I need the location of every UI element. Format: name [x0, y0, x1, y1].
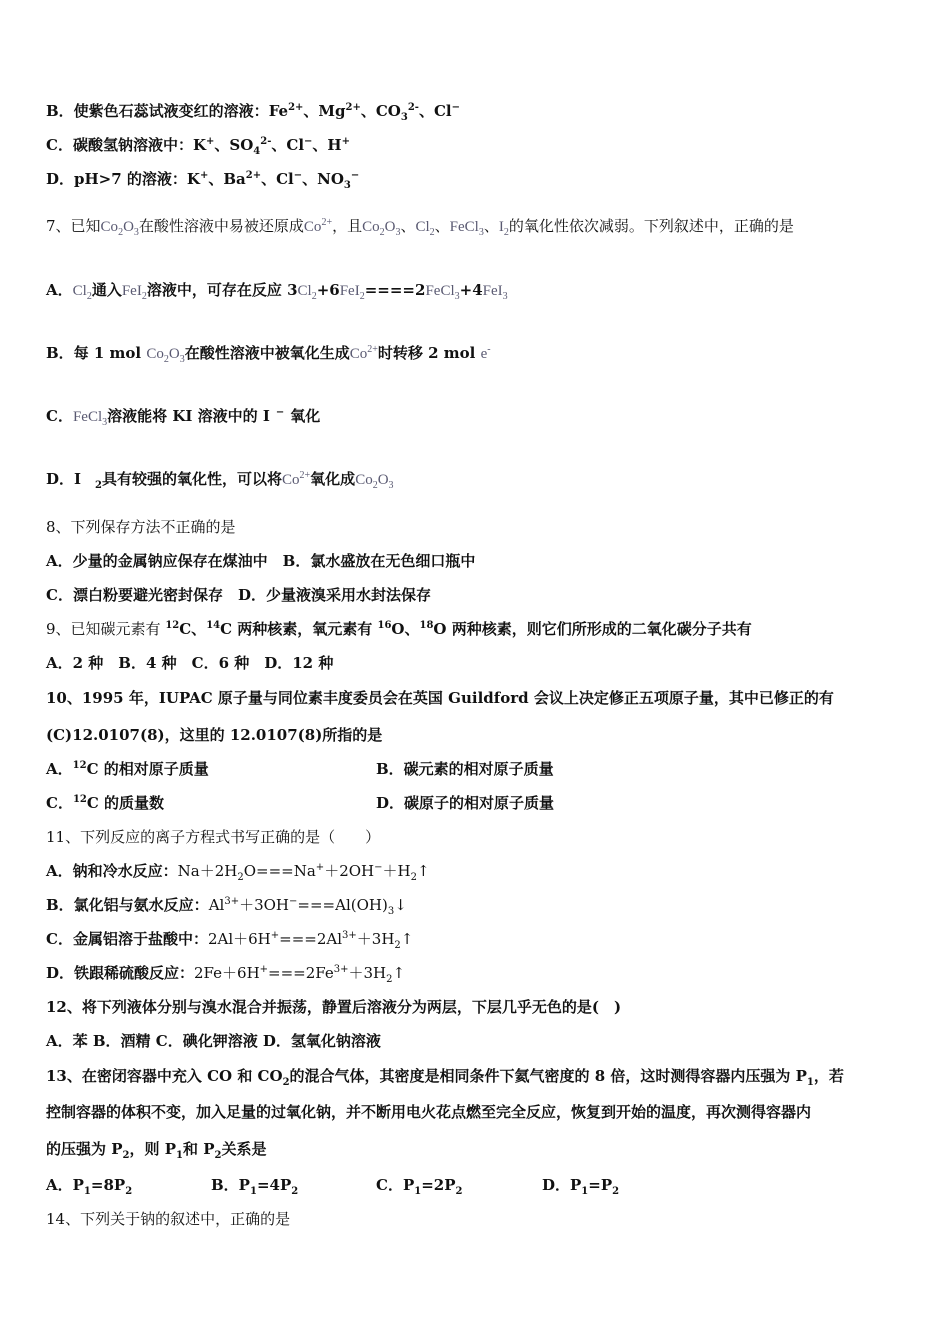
q13-option-c: C．$P_1=2P_2$ [376, 1176, 463, 1197]
q10-option-b: B．碳元素的相对原子质量 [376, 760, 554, 778]
q10-option-d: D．碳原子的相对原子质量 [376, 794, 555, 812]
formula-cl2: $Cl_2$ [415, 219, 435, 238]
q7-stem: 7、已知$Co_2O_3$在酸性溶液中易被还原成$Co^{2+}$，且$Co_2O_3$、$Cl_2$、FeCl$_3$、$I_2$的氧化性依次减弱。下列叙述中，正确的是 [46, 217, 794, 238]
q10-stem-line2: (C)12.0107(8)，这里的 12.0107(8)所指的是 [46, 726, 383, 744]
q12-stem: 12、将下列液体分别与溴水混合并振荡，静置后溶液分为两层，下层几乎无色的是( ) [46, 998, 622, 1016]
formula-co2plus: $Co^{2+}$ [303, 217, 333, 235]
q13-option-d: D．$P_1=P_2$ [542, 1176, 620, 1197]
q11-option-a: A．钠和冷水反应：$Na+2H_2O===Na^++2OH^-+H_2↑$ [46, 862, 430, 883]
q13-stem-line1: 13、在密闭容器中充入 CO 和 $CO_2$的混合气体，其密度是相同条件下氦气密度的 8 倍，这时测得容器内压强为 $P_1$，若 [46, 1067, 844, 1088]
q6-option-c: C．碳酸氢钠溶液中：K+、$SO_4^{2-}$、Cl−、H+ [46, 136, 350, 157]
q11-option-d: D．铁跟稀硫酸反应：$2Fe+6H^+===2Fe^{3+}+3H_2↑$ [46, 964, 406, 985]
q8-stem: 8、下列保存方法不正确的是 [46, 518, 236, 536]
q13-stem-line3: 的压强为 $P_2$，则 $P_1$和 $P_2$关系是 [46, 1140, 267, 1161]
q9-options: A．2 种 B．4 种 C．6 种 D．12 种 [46, 654, 334, 672]
q14-stem: 14、下列关于钠的叙述中，正确的是 [46, 1210, 291, 1228]
q11-option-b: B．氯化铝与氨水反应：$Al^{3+}+3OH^-===Al(OH)_3↓$ [46, 896, 407, 917]
q10-option-c: C．$^{12}$C 的质量数 [46, 794, 165, 812]
q11-option-c: C．金属铝溶于盐酸中：$2Al+6H^+===2Al^{3+}+3H_2↑$ [46, 930, 414, 951]
q10-stem-line1: 10、1995 年，IUPAC 原子量与同位素丰度委员会在英国 Guildford 会议上决定修正五项原子量，其中已修正的有 [46, 689, 834, 707]
q13-stem-line2: 控制容器的体积不变，加入足量的过氧化钠，并不断用电火花点燃至完全反应，恢复到开始的温度，再次测得容器内 [46, 1103, 812, 1121]
formula-co2o3: $Co_2O_3$ [100, 219, 139, 238]
q8-options-cd: C．漂白粉要避光密封保存 D．少量液溴采用水封法保存 [46, 586, 431, 604]
q13-option-b: B．$P_1=4P_2$ [211, 1176, 299, 1197]
q6-option-b: B．使紫色石蕊试液变红的溶液：$Fe^{2+}$、$Mg^{2+}$、$CO_3^{2-}$、Cl− [46, 102, 460, 123]
formula-i2: $I_2$ [498, 219, 509, 238]
q11-stem: 11、下列反应的离子方程式书写正确的是（ ） [46, 828, 381, 846]
q10-option-a: A．$^{12}$C 的相对原子质量 [46, 760, 209, 778]
q12-options: A．苯 B．酒精 C．碘化钾溶液 D．氢氧化钠溶液 [46, 1032, 381, 1050]
q6-option-d: D．pH>7 的溶液：K+、$Ba^{2+}$、Cl−、$NO_3^-$ [46, 170, 360, 191]
formula-fecl3: FeCl$_3$ [449, 219, 484, 238]
q7-option-d: D．I $_2$具有较强的氧化性，可以将$Co^{2+}$氧化成$Co_2O_3$ [46, 470, 394, 491]
q9-stem: 9、已知碳元素有 $^{12}$C、$^{14}$C 两种核素，氧元素有 $^{16}$O、$^{18}$O 两种核素，则它们所形成的二氧化碳分子共有 [46, 620, 752, 638]
q7-option-b: B．每 1 mol $Co_2O_3$在酸性溶液中被氧化生成$Co^{2+}$时转移 2 mol e- [46, 344, 491, 365]
q8-options-ab: A．少量的金属钠应保存在煤油中 B．氯水盛放在无色细口瓶中 [46, 552, 476, 570]
q7-option-c: C．FeCl$_3$溶液能将 KI 溶液中的 I − 氧化 [46, 407, 321, 428]
q13-option-a: A．$P_1=8P_2$ [46, 1176, 133, 1197]
q7-option-a: A．$Cl_2$通入FeI$_2$溶液中，可存在反应 $3Cl_2+6FeI_2====2FeCl_3+4FeI_3$ [46, 281, 508, 302]
formula-co2o3: $Co_2O_3$ [362, 219, 401, 238]
